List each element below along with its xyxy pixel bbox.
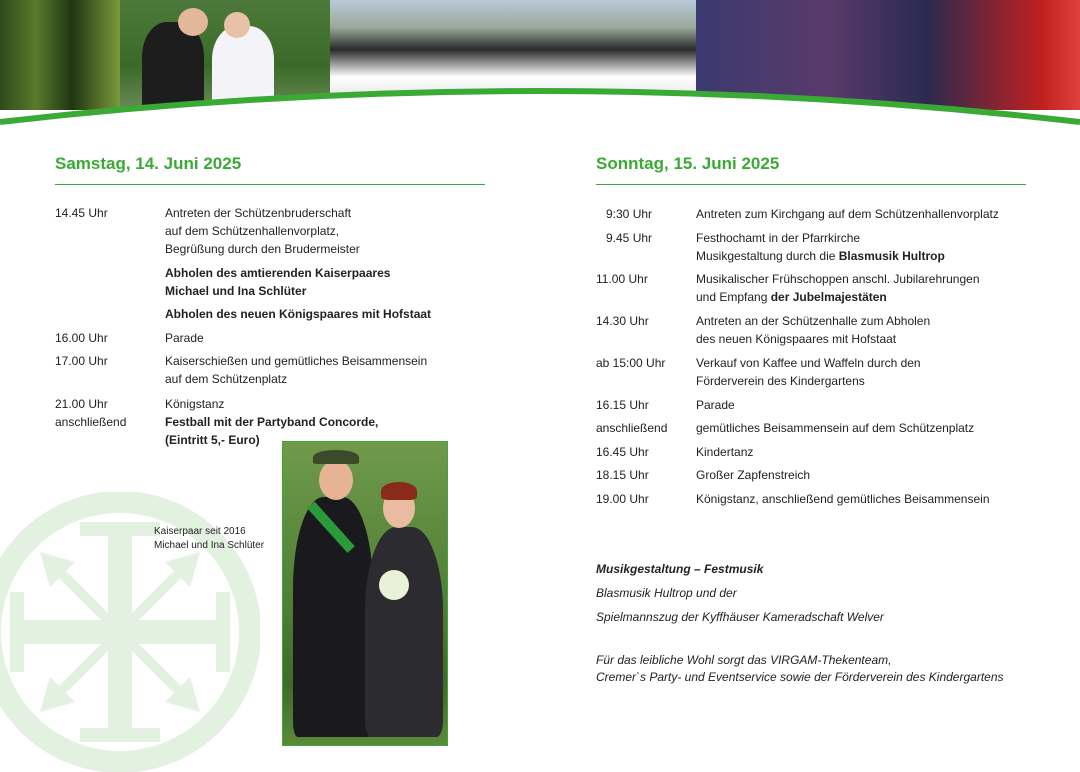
event-line-bold: Michael und Ina Schlüter	[165, 284, 307, 298]
event-line: Antreten zum Kirchgang auf dem Schützenhallenvorplatz	[696, 207, 999, 221]
music-heading: Musikgestaltung – Festmusik	[596, 562, 764, 576]
event-line: gemütliches Beisammensein auf dem Schützenplatz	[696, 421, 975, 435]
event-line	[696, 248, 945, 265]
photo-caption	[154, 525, 264, 553]
event-line: Verkauf von Kaffee und Waffeln durch den	[696, 356, 921, 370]
event-line-bold: (Eintritt 5,- Euro)	[165, 433, 260, 447]
event-line: Königstanz	[165, 397, 225, 411]
event-line-bold: Abholen des neuen Königspaares mit Hofstaat	[165, 307, 432, 321]
event-time: 19.00 Uhr	[596, 492, 649, 506]
event-time-secondary: anschließend	[55, 415, 127, 429]
event-line: Großer Zapfenstreich	[696, 468, 811, 482]
sunday-rule	[596, 184, 1026, 185]
event-line-bold: Abholen des amtierenden Kaiserpaares	[165, 266, 391, 280]
event-time: 21.00 Uhr	[55, 397, 108, 411]
event-line-bold: Festball mit der Partyband Concorde,	[165, 415, 379, 429]
event-line: des neuen Königspaares mit Hofstaat	[696, 332, 897, 346]
event-line-bold: Blasmusik Hultrop	[838, 249, 945, 263]
event-time: ab 15:00 Uhr	[596, 356, 666, 370]
event-line: Antreten an der Schützenhalle zum Abholen	[696, 314, 931, 328]
event-line: Parade	[696, 398, 735, 412]
event-line: Antreten der Schützenbruderschaft	[165, 206, 352, 220]
event-time: 16.15 Uhr	[596, 398, 649, 412]
photo-banner	[0, 0, 1080, 140]
sunday-heading: Sonntag, 15. Juni 2025	[596, 154, 780, 173]
event-time: 16.00 Uhr	[55, 331, 108, 345]
music-section	[596, 557, 884, 629]
event-line	[696, 289, 887, 306]
event-time: 14.45 Uhr	[55, 206, 108, 220]
event-line: Kaiserschießen und gemütliches Beisammensein	[165, 354, 428, 368]
music-line: Blasmusik Hultrop und der	[596, 586, 737, 600]
event-time: anschließend	[596, 421, 668, 435]
saturday-heading: Samstag, 14. Juni 2025	[55, 154, 242, 173]
event-line-prefix: Musikgestaltung durch die	[696, 249, 839, 263]
event-time: 14.30 Uhr	[596, 314, 649, 328]
event-line: Königstanz, anschließend gemütliches Beisammensein	[696, 492, 990, 506]
music-line: Spielmannszug der Kyffhäuser Kameradschaft Welver	[596, 610, 884, 624]
event-time: 9:30 Uhr	[606, 207, 653, 221]
event-line: Parade	[165, 331, 204, 345]
event-line: auf dem Schützenplatz	[165, 372, 288, 386]
event-line-prefix: und Empfang	[696, 290, 771, 304]
event-line: Musikalischer Frühschoppen anschl. Jubilarehrungen	[696, 272, 980, 286]
event-line: Kindertanz	[696, 445, 754, 459]
event-time: 18.15 Uhr	[596, 468, 649, 482]
event-line: Förderverein des Kindergartens	[696, 374, 865, 388]
event-line: auf dem Schützenhallenvorplatz,	[165, 224, 340, 238]
saturday-rule	[55, 184, 485, 185]
event-line-bold: der Jubelmajestäten	[770, 290, 887, 304]
event-time: 17.00 Uhr	[55, 354, 108, 368]
catering-line: Für das leibliche Wohl sorgt das VIRGAM-Thekenteam,	[596, 653, 892, 667]
catering-note	[596, 652, 1004, 686]
catering-line: Cremer`s Party- und Eventservice sowie der Förderverein des Kindergartens	[596, 670, 1004, 684]
banner-curve	[0, 0, 1080, 140]
event-time: 16.45 Uhr	[596, 445, 649, 459]
event-time: 11.00 Uhr	[596, 272, 648, 286]
event-line: Begrüßung durch den Brudermeister	[165, 242, 360, 256]
kaiser-couple-photo	[282, 441, 448, 746]
event-time: 9.45 Uhr	[606, 231, 653, 245]
event-line: Festhochamt in der Pfarrkirche	[696, 231, 861, 245]
caption-line: Michael und Ina Schlüter	[154, 540, 265, 551]
caption-line: Kaiserpaar seit 2016	[154, 526, 246, 537]
